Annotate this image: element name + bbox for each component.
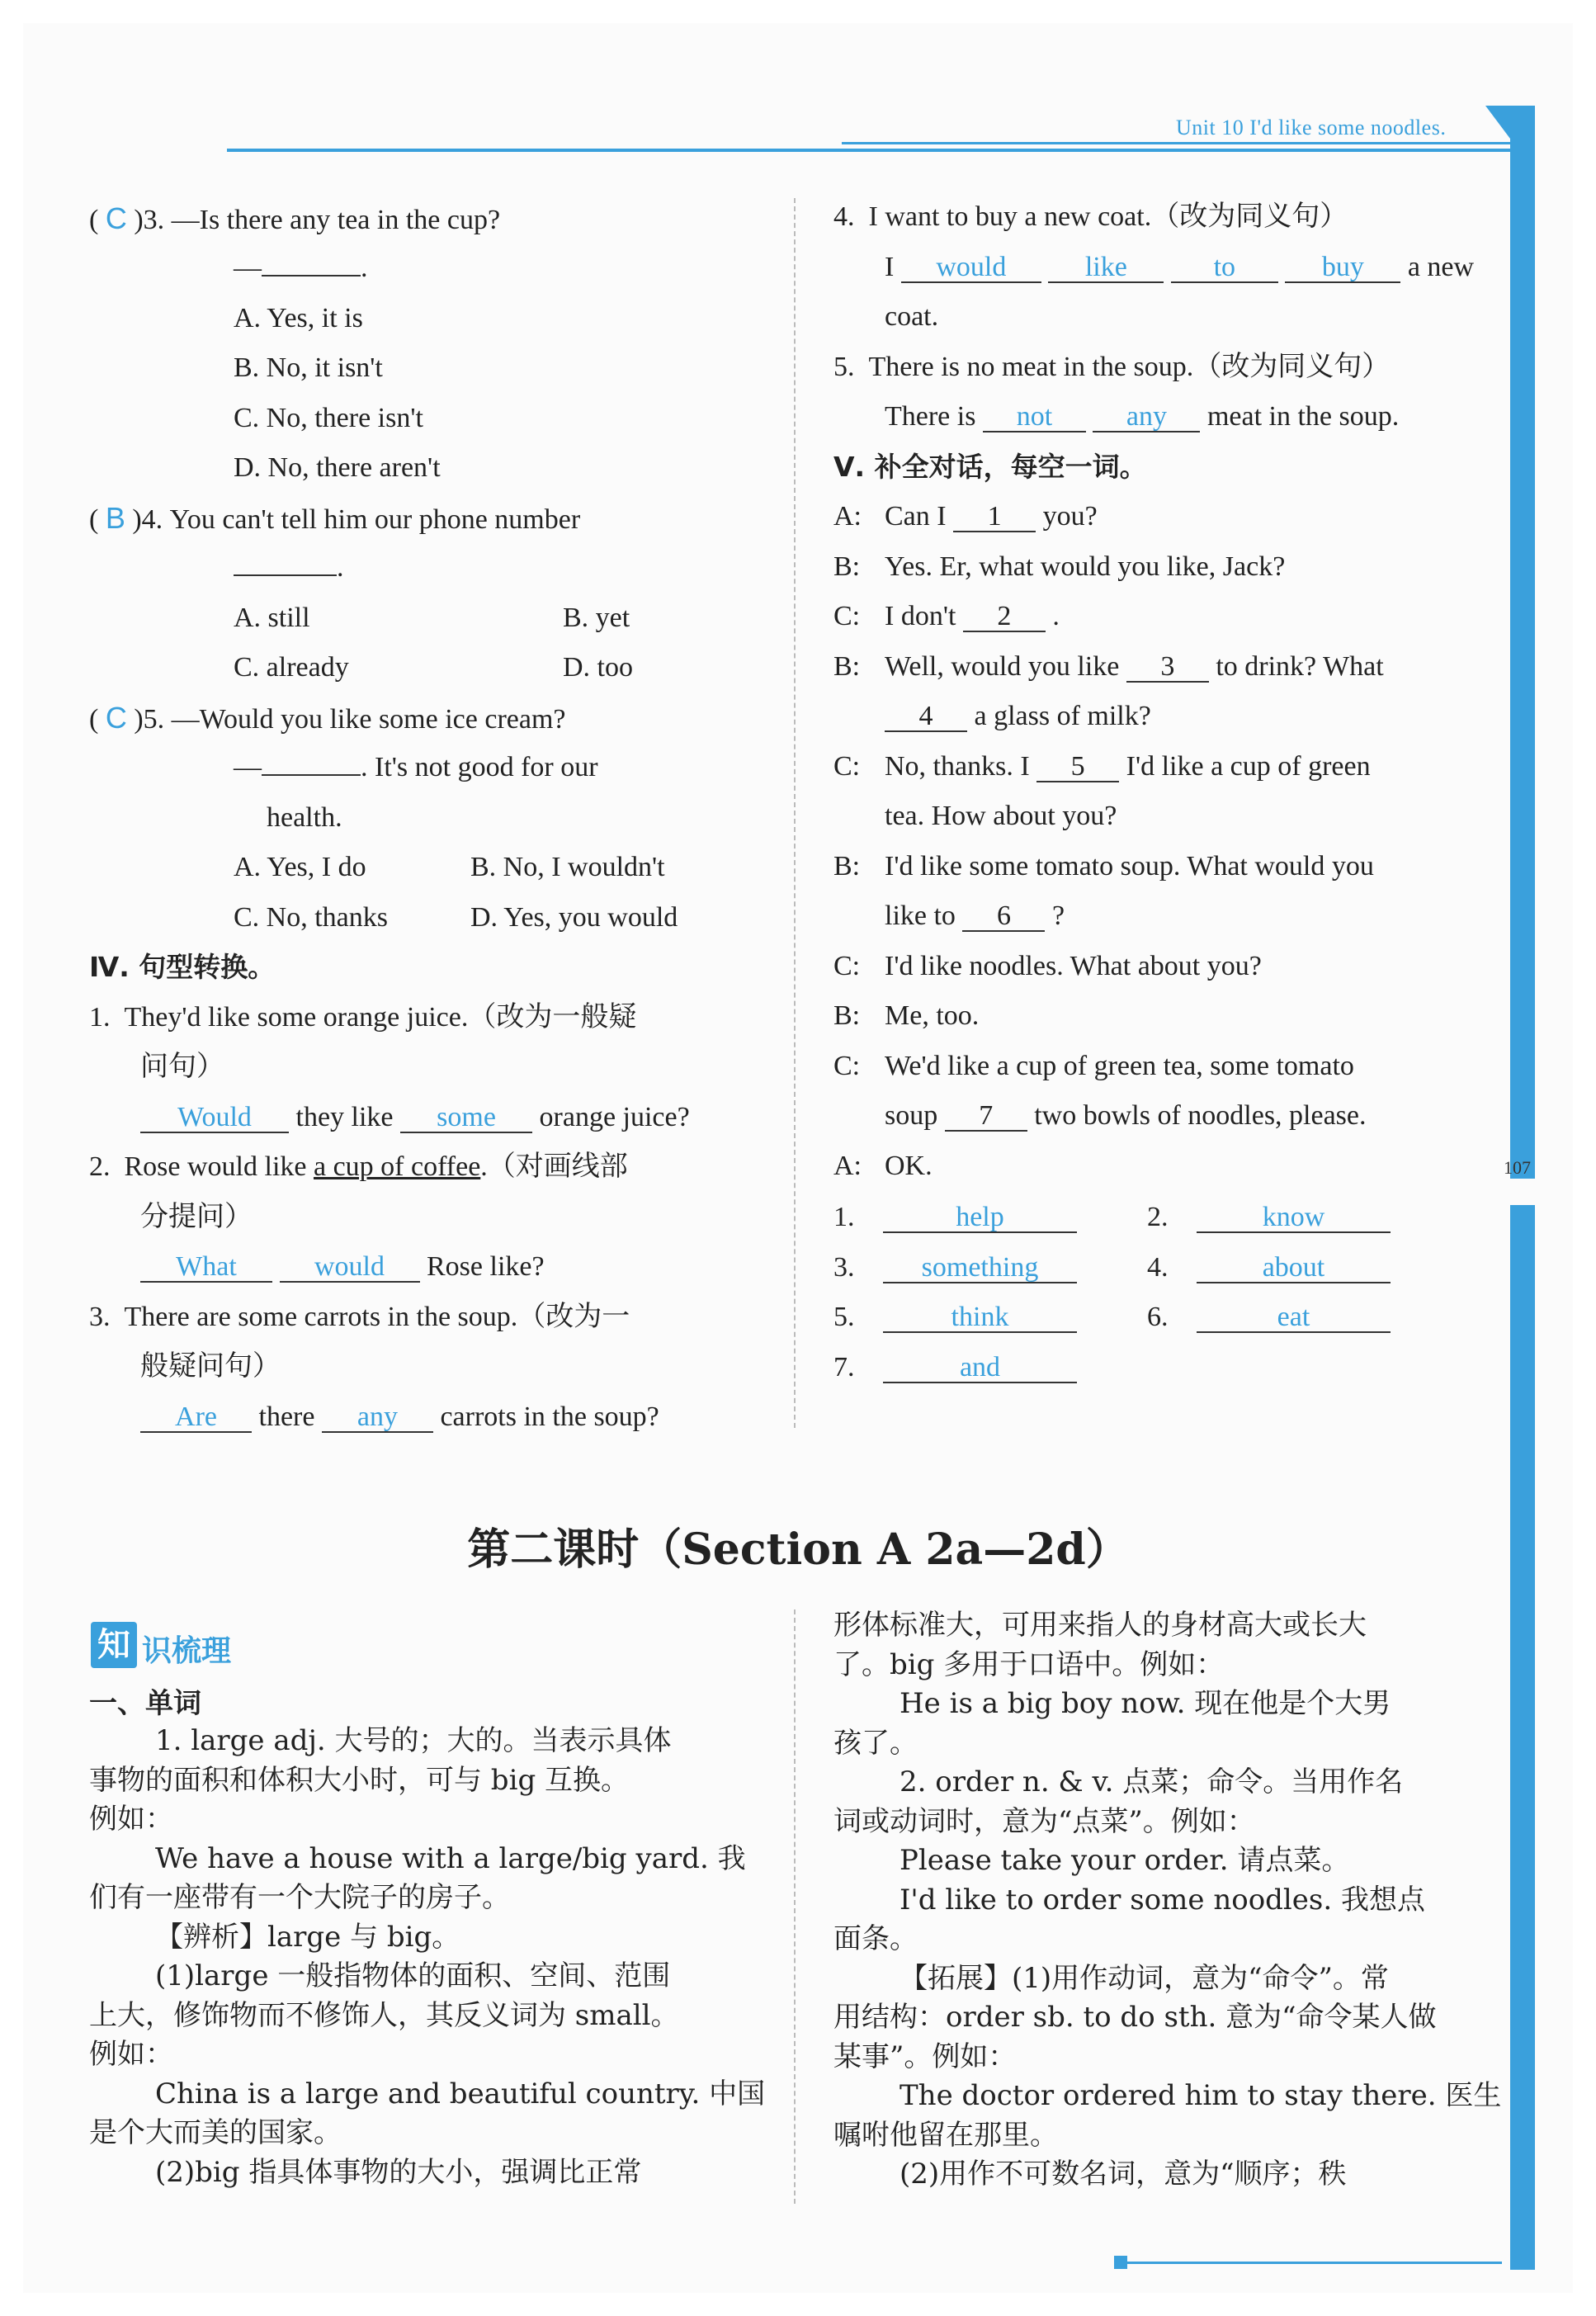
column-divider — [794, 198, 796, 1428]
dialog-blank: 1 — [953, 503, 1036, 532]
transform-1: 1. They'd like some orange juice.（改为一般疑 — [89, 1002, 637, 1033]
speaker: C: — [833, 750, 861, 782]
note-line: He is a big boy now. 现在他是个大男 — [900, 1687, 1391, 1720]
transform-3: 3. There are some carrots in the soup.（改为一 — [89, 1302, 630, 1332]
answer-item: 3. something — [833, 1251, 1077, 1284]
dialog-line: 4 a glass of milk? — [833, 700, 1151, 733]
dialog-line: C: I don't 2 . — [833, 601, 1060, 631]
note-line: (2)big 指具体事物的大小，强调比正常 — [155, 2155, 642, 2189]
dialog-line: B: Well, would you like 3 to drink? What — [833, 650, 1384, 682]
s2-blank-1: What — [140, 1253, 272, 1283]
question-5: ( C )5. —Would you like some ice cream? — [89, 701, 566, 735]
answer-q5: C — [105, 701, 127, 735]
transform-1-answer: Would they like some orange juice? — [140, 1101, 690, 1134]
speaker: C: — [833, 601, 861, 631]
s4-blank-3: to — [1171, 253, 1278, 283]
dialog-blank: 4 — [885, 702, 967, 732]
section-5-title: Ⅴ. 补全对话，每空一词。 — [833, 451, 1147, 483]
answer-item: 1. help — [833, 1201, 1077, 1234]
header-rule-upper — [842, 142, 1510, 144]
s4-blank-2: like — [1048, 253, 1164, 283]
q3-option-a: A. Yes, it is — [234, 303, 363, 333]
q4-option-c: C. already — [234, 652, 349, 683]
transform-2-cont: 分提问） — [140, 1202, 253, 1232]
speaker: A: — [833, 501, 862, 532]
note-line: Please take your order. 请点菜。 — [900, 1844, 1350, 1877]
page-edge-tab-upper — [1510, 106, 1535, 1179]
note-line: China is a large and beautiful country. 中国 — [155, 2077, 766, 2110]
unit-title: Unit 10 I'd like some noodles. — [1176, 116, 1447, 139]
dialog-line: C: We'd like a cup of green tea, some tomato — [833, 1050, 1354, 1081]
note-line: 2. order n. & v. 点菜；命令。当用作名 — [900, 1765, 1404, 1798]
note-line: 例如： — [89, 2038, 173, 2071]
dialog-blank: 5 — [1036, 753, 1119, 782]
s2-blank-2: would — [280, 1253, 420, 1283]
note-line: 面条。 — [833, 1922, 918, 1955]
s5-blank-1: not — [983, 403, 1086, 432]
transform-4-cont: coat. — [885, 301, 939, 332]
note-line: 是个大而美的国家。 — [89, 2116, 342, 2149]
note-line: 【辨析】large 与 big。 — [155, 1920, 460, 1954]
question-4: ( B )4. You can't tell him our phone number — [89, 501, 581, 535]
note-line: The doctor ordered him to stay there. 医生 — [900, 2079, 1502, 2112]
dialog-line: C: I'd like noodles. What about you? — [833, 950, 1262, 981]
note-line: 们有一座带有一个大院子的房子。 — [89, 1881, 510, 1914]
s1-blank-1: Would — [140, 1104, 289, 1133]
dialog-line: B: I'd like some tomato soup. What would you — [833, 850, 1374, 881]
note-line: I'd like to order some noodles. 我想点 — [900, 1883, 1425, 1917]
speaker: C: — [833, 950, 861, 981]
transform-1-cont: 问句） — [140, 1052, 224, 1082]
q4-option-b: B. yet — [563, 603, 630, 633]
speaker: B: — [833, 1000, 861, 1031]
q3-option-c: C. No, there isn't — [234, 403, 423, 433]
column-divider-lower — [794, 1609, 796, 2204]
q5-option-d: D. Yes, you would — [470, 902, 678, 933]
note-line: 某事”。例如： — [833, 2039, 1017, 2073]
note-line: 词或动词时，意为“点菜”。例如： — [833, 1804, 1255, 1838]
note-line: 用结构：order sb. to do sth. 意为“命令某人做 — [833, 2001, 1437, 2034]
answer-q3: C — [105, 201, 127, 235]
transform-4-answer: I would like to buy a new — [885, 252, 1475, 282]
transform-2: 2. Rose would like a cup of coffee.（对画线部 — [89, 1151, 628, 1182]
answer-item: 5. think — [833, 1301, 1077, 1334]
dialog-blank: 7 — [945, 1102, 1027, 1132]
note-line: 【拓展】(1)用作动词，意为“命令”。常 — [900, 1961, 1389, 1995]
speaker: B: — [833, 650, 861, 682]
page-number: 107 — [1504, 1157, 1531, 1178]
answer-blank: help — [883, 1203, 1077, 1233]
transform-3-answer: Are there any carrots in the soup? — [140, 1401, 659, 1434]
q5-option-b: B. No, I wouldn't — [470, 852, 665, 882]
q3-option-b: B. No, it isn't — [234, 352, 383, 383]
footer-rule — [1122, 2262, 1502, 2264]
question-3: ( C )3. —Is there any tea in the cup? — [89, 201, 501, 235]
dialog-blank: 3 — [1126, 653, 1209, 683]
words-heading: 一、单词 — [89, 1687, 201, 1720]
note-line: 孩了。 — [833, 1726, 918, 1760]
q4-blank — [234, 574, 337, 576]
dialog-line: A: Can I 1 you? — [833, 501, 1098, 532]
q3-option-d: D. No, there aren't — [234, 452, 441, 483]
answer-q4: B — [105, 501, 125, 535]
section-4-title: Ⅳ. 句型转换。 — [89, 951, 276, 983]
speaker: C: — [833, 1050, 861, 1081]
dialog-line: B: Me, too. — [833, 1000, 980, 1031]
s3-blank-2: any — [322, 1403, 433, 1433]
dialog-line: A: OK. — [833, 1150, 933, 1181]
dialog-line: C: No, thanks. I 5 I'd like a cup of green — [833, 750, 1371, 782]
knowledge-heading: 识梳理 — [142, 1634, 232, 1668]
dialog-blank: 6 — [962, 902, 1045, 932]
note-line: We have a house with a large/big yard. 我 — [155, 1841, 746, 1875]
answer-item: 7. and — [833, 1351, 1077, 1384]
header-rule — [227, 149, 1510, 152]
s4-blank-4: buy — [1285, 253, 1400, 283]
transform-5-answer: There is not any meat in the soup. — [885, 401, 1400, 432]
s3-blank-1: Are — [140, 1403, 252, 1433]
note-line: 上大，修饰物而不修饰人，其反义词为 small。 — [89, 1998, 679, 2032]
q5-continuation: health. — [267, 802, 342, 833]
q5-blank-line: — . It's not good for our — [234, 752, 598, 782]
note-line: 嘱咐他留在那里。 — [833, 2118, 1058, 2152]
dialog-blank: 2 — [963, 603, 1046, 632]
s1-blank-2: some — [400, 1104, 532, 1133]
q5-blank — [262, 774, 361, 776]
dialog-line: B: Yes. Er, what would you like, Jack? — [833, 551, 1286, 582]
q3-blank-line: — . — [234, 253, 368, 283]
speaker: B: — [833, 850, 861, 881]
answer-blank: eat — [1197, 1303, 1391, 1333]
note-line: 事物的面积和体积大小时，可与 big 互换。 — [89, 1763, 630, 1797]
answer-blank: and — [883, 1354, 1077, 1383]
transform-4: 4. I want to buy a new coat.（改为同义句） — [833, 201, 1348, 232]
answer-blank: something — [883, 1254, 1077, 1283]
dialog-line: soup 7 two bowls of noodles, please. — [885, 1100, 1367, 1131]
lesson-title: 第二课时（Section A 2a—2d） — [467, 1524, 1129, 1575]
q3-blank — [262, 275, 361, 277]
speaker: B: — [833, 551, 861, 582]
answer-blank: about — [1197, 1254, 1391, 1283]
dialog-line: like to 6 ? — [885, 900, 1065, 931]
answer-item: 2. know — [1147, 1201, 1391, 1234]
q5-option-c: C. No, thanks — [234, 902, 388, 933]
page-edge-tab-lower — [1510, 1205, 1535, 2270]
q4-option-d: D. too — [563, 652, 633, 683]
speaker: A: — [833, 1150, 862, 1181]
answer-item: 6. eat — [1147, 1301, 1391, 1334]
transform-3-cont: 般疑问句） — [140, 1351, 281, 1382]
answer-item: 4. about — [1147, 1251, 1391, 1284]
note-line: (2)用作不可数名词，意为“顺序；秩 — [900, 2158, 1347, 2191]
dialog-line: tea. How about you? — [885, 801, 1117, 831]
q4-blank-line: . — [234, 551, 344, 584]
transform-5: 5. There is no meat in the soup.（改为同义句） — [833, 352, 1391, 382]
transform-2-answer: What would Rose like? — [140, 1250, 545, 1283]
note-line: 了。big 多用于口语中。例如： — [833, 1647, 1225, 1681]
answer-blank: know — [1197, 1203, 1391, 1233]
s5-blank-2: any — [1093, 403, 1200, 432]
note-line: (1)large 一般指物体的面积、空间、范围 — [155, 1959, 671, 1992]
note-line: 例如： — [89, 1803, 173, 1836]
note-line: 1. large adj. 大号的；大的。当表示具体 — [155, 1724, 672, 1757]
s4-blank-1: would — [901, 253, 1041, 283]
knowledge-badge: 知 — [91, 1622, 137, 1668]
note-line: 形体标准大，可用来指人的身材高大或长大 — [833, 1609, 1367, 1642]
q5-option-a: A. Yes, I do — [234, 852, 366, 882]
answer-blank: think — [883, 1303, 1077, 1333]
q4-option-a: A. still — [234, 603, 310, 633]
